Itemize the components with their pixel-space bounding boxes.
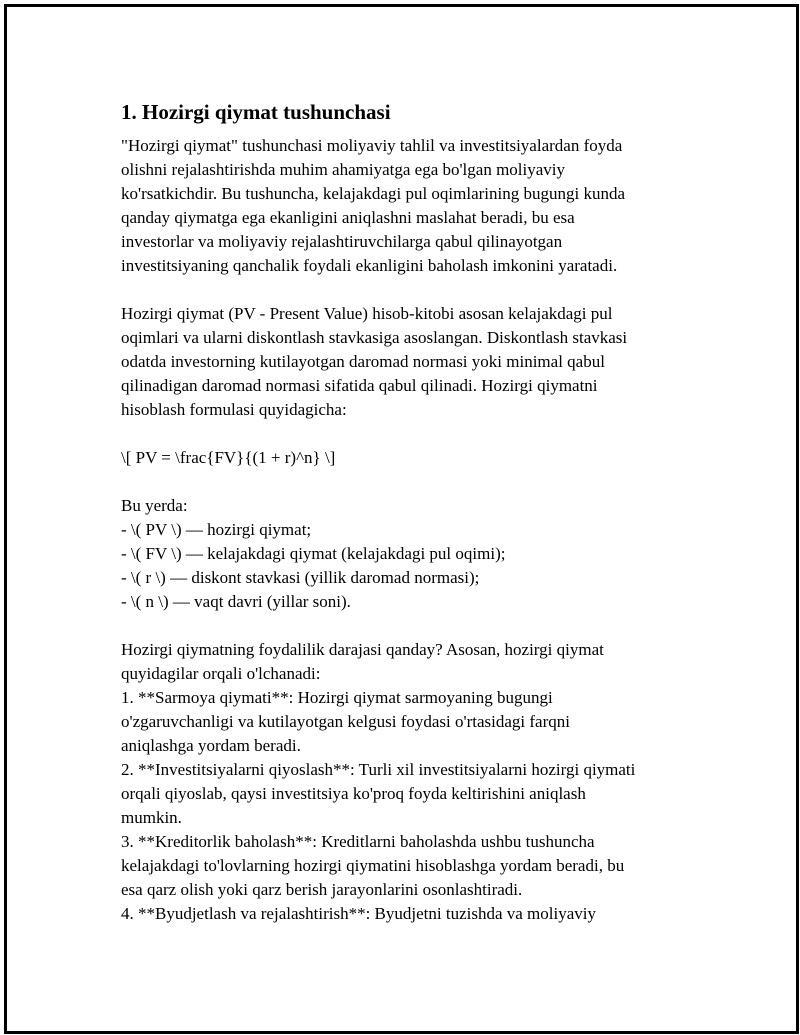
paragraph-usefulness (121, 638, 701, 926)
text-line: qilinadigan daromad normasi sifatida qabul qilinadi. Hozirgi qiymatni (121, 376, 598, 395)
text-line: Hozirgi qiymat (PV - Present Value) hisob-kitobi asosan kelajakdagi pul (121, 304, 613, 323)
text-line: "Hozirgi qiymat" tushunchasi moliyaviy tahlil va investitsiyalardan foyda (121, 136, 623, 155)
text-line: kelajakdagi to'lovlarning hozirgi qiymatini hisoblashga yordam beradi, bu (121, 856, 625, 875)
list-item: 1. **Sarmoya qiymati**: Hozirgi qiymat sarmoyaning bugungi (121, 688, 553, 707)
text-line: investorlar va moliyaviy rejalashtiruvchilarga qabul qilinayotgan (121, 232, 563, 251)
list-item: - \( FV \) — kelajakdagi qiymat (kelajakdagi pul oqimi); (121, 544, 506, 563)
paragraph-variable-definitions (121, 494, 701, 614)
text-line: orqali qiyoslab, qaysi investitsiya ko'proq foyda keltirishini aniqlash (121, 784, 586, 803)
text-line: hisoblash formulasi quyidagicha: (121, 400, 347, 419)
text-line: quyidagilar orqali o'lchanadi: (121, 664, 321, 683)
paragraph-pv-definition (121, 302, 701, 422)
list-item: 3. **Kreditorlik baholash**: Kreditlarni baholashda ushbu tushuncha (121, 832, 595, 851)
text-line: Hozirgi qiymatning foydalilik darajasi qanday? Asosan, hozirgi qiymat (121, 640, 604, 659)
formula (121, 446, 701, 470)
list-item: - \( r \) — diskont stavkasi (yillik daromad normasi); (121, 568, 480, 587)
text-line: odatda investorning kutilayotgan daromad normasi yoki minimal qabul (121, 352, 605, 371)
text-line: olishni rejalashtirishda muhim ahamiyatga ega bo'lgan moliyaviy (121, 160, 566, 179)
list-item: - \( PV \) — hozirgi qiymat; (121, 520, 312, 539)
text-line: esa qarz olish yoki qarz berish jarayonlarini osonlashtiradi. (121, 880, 523, 899)
list-item: 4. **Byudjetlash va rejalashtirish**: Byudjetni tuzishda va moliyaviy (121, 904, 596, 923)
text-line: investitsiyaning qanchalik foydali ekanligini baholash imkonini yaratadi. (121, 256, 618, 275)
section-heading: 1. Hozirgi qiymat tushunchasi (121, 100, 391, 124)
text-line: Bu yerda: (121, 496, 188, 515)
text-line: aniqlashga yordam beradi. (121, 736, 301, 755)
paragraph-intro (121, 134, 701, 278)
text-line: qanday qiymatga ega ekanligini aniqlashni maslahat beradi, bu esa (121, 208, 575, 227)
page-frame (4, 4, 799, 1034)
list-item: 2. **Investitsiyalarni qiyoslash**: Turli xil investitsiyalarni hozirgi qiymati (121, 760, 636, 779)
formula-line: \[ PV = \frac{FV}{(1 + r)^n} \] (121, 448, 336, 467)
document-body (121, 99, 701, 950)
text-line: ko'rsatkichdir. Bu tushuncha, kelajakdagi pul oqimlarining bugungi kunda (121, 184, 626, 203)
text-line: o'zgaruvchanligi va kutilayotgan kelgusi foydasi o'rtasidagi farqni (121, 712, 570, 731)
text-line: mumkin. (121, 808, 182, 827)
list-item: - \( n \) — vaqt davri (yillar soni). (121, 592, 351, 611)
text-line: oqimlari va ularni diskontlash stavkasiga asoslangan. Diskontlash stavkasi (121, 328, 628, 347)
